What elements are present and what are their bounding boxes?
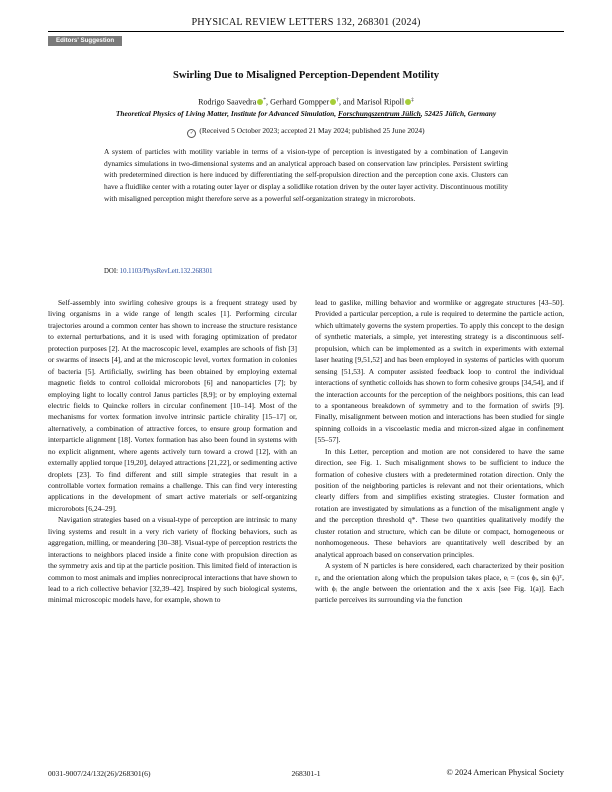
author-name[interactable]: Rodrigo Saavedra xyxy=(198,97,257,107)
abstract: A system of particles with motility variable in terms of a vision-type of perception is investigated by a combination of Langevin dynamics simulations in two-dimensional systems and an analytical approach based on conservation law principles. Persistent swirling with predetermined direction is here induced by differentiating the self-propulsion direction and the perception cone axis. Clusters can have a fluidlike center with a rotating outer layer or display a solidlike rotation driven by the outer layer activity. Discontinuous motility with misaligned perception might therefore serve as a powerful self-organization strategy in microrobots. xyxy=(104,147,508,203)
body-column-left xyxy=(48,297,297,606)
footnote-mark: † xyxy=(336,97,339,103)
body-paragraph: Navigation strategies based on a visual-type of perception are intrinsic to many living systems and result in a very rich variety of flocking behaviors, such as aggregation, milling, or meandering [30–38]. Visual-type of perception restricts the interactions to neighbors placed inside a finite cone with propulsion direction as the symmetry axis and tip at the particle position. This limited field of interaction is common to most animals and implies nonreciprocal interactions that have shown to lead to a rich collective behavior [32,39–42]. Inspired by such biological systems, minimal microscopic models have, for example, shown to xyxy=(48,515,297,605)
author-list xyxy=(48,97,564,107)
footnote-mark: * xyxy=(263,97,267,103)
author-name[interactable]: Marisol Ripoll xyxy=(356,97,405,107)
received-dates xyxy=(48,126,564,138)
doi-label: DOI: xyxy=(104,268,120,275)
author-name[interactable]: Gerhard Gompper xyxy=(270,97,330,107)
author-separator: , xyxy=(266,97,271,107)
body-paragraph: lead to gaslike, milling behavior and wormlike or aggregate structures [43–50]. Provided a particular perception, a rule is required to determine the particle action, which ultimately governs the system properties. To apply this concept to the design of synthetic materials, a simple, yet interesting strategy is a discontinuous self-propulsion, which can be implemented as a switch in experiments with external laser heating [9,51,52] and has been employed in systems of particles with quorum sensing [51,53]. A computer assisted feedback loop to control the individual interactions of synthetic colloids has shown to form cohesive groups [34,54], and if the interaction accounts for the perception of the neighbors positions, this can lead to a spontaneous breakdown of symmetry and to the formation of swirls [9]. Finally, misalignment between motion and interactions has been studied for single spinning colloids in a viscoelastic media and micron-sized algae in confinement [55–57]. xyxy=(315,298,564,445)
footnote-mark: ‡ xyxy=(411,97,414,103)
affiliation-text: Theoretical Physics of Living Matter, Institute for Advanced Simulation, xyxy=(115,109,338,118)
author-separator: , and xyxy=(338,97,357,107)
affiliation-link[interactable]: Forschungszentrum Jülich xyxy=(337,109,421,118)
affiliation-text: , 52425 Jülich, Germany xyxy=(420,109,497,118)
check-for-updates-icon[interactable]: ✓ xyxy=(187,129,196,138)
editors-suggestion-badge: Editors' Suggestion xyxy=(48,36,122,46)
doi-link[interactable]: 10.1103/PhysRevLett.132.268301 xyxy=(119,268,213,275)
body-paragraph: Self-assembly into swirling cohesive groups is a frequent strategy used by living organisms in a wide range of length scales [1]. Performing circular trajectories around a common center has shown to increase the structure resistance to external perturbations, and it is used with foraging optimization of predator protection purposes [2]. At the macroscopic level, examples are schools of fish [3] or swarms of insects [4], and at the microscopic level, vortex formation in colonies of bacteria [5]. Artificially, swirling has been obtained by employing external magnetic fields to control colloidal microrobots [6] and nanoparticles [7]; by employing light to locally control Janus particles [8,9]; or by employing external electric fields to Quincke rollers in circular confinement [10–14]. Most of the mechanisms for vortex formation involve intrinsic particle chirality [15–17] or, alternatively, a combination of attractive forces, to ensure group formation and interparticle alignment [18]. Vortex formation has also been found in systems with no explicit alignment, where agents actively turn toward a crowd [12], with an externally applied torque [19,20], delayed attractions [21,22], or sedimenting active droplets [23]. To find different and still simple strategies that result in a controllable vortex formation remains a challenge. This can find very interesting applications in the development of smart active materials or self-organizing microrobots [6,24–29]. xyxy=(48,298,297,513)
copyright: © 2024 American Physical Society xyxy=(446,768,564,777)
body-paragraph: A system of N particles is here considered, each characterized by their position rᵢ, and the orientation along which the propulsion takes place, eᵢ = (cos ϕᵢ, sin ϕᵢ)ᵀ, with ϕᵢ the angle between the orientation and the x axis [see Fig. 1(a)]. Each particle perceives its surrounding via the function xyxy=(315,561,564,605)
body-column-right xyxy=(315,297,564,606)
doi-line xyxy=(104,268,508,275)
paper-title: Swirling Due to Misaligned Perception-Dependent Motility xyxy=(172,70,440,81)
journal-header: PHYSICAL REVIEW LETTERS 132, 268301 (2024) xyxy=(191,17,421,28)
affiliation xyxy=(48,109,564,118)
body-paragraph: In this Letter, perception and motion are not considered to have the same direction, see Fig. 1. Such misalignment shows to be sufficient to induce the formation of cohesive clusters with a predetermined rotation direction. Only the position of the neighboring particles is relevant and not their orientations, which clearly differs from and simplifies existing strategies. Cluster formation and rotation are investigated by simulations as a function of the misalignment angle γ and the perception threshold q*. These two quantities qualitatively modify the cluster rotation and structure, which can be dilute or compact, homogeneous or nonhomogeneous. These behaviors are quantitatively well described by an analytical approach based on conservation principles. xyxy=(315,446,564,559)
footer-code: 0031-9007/24/132(26)/268301(6) xyxy=(48,769,151,778)
received-text: (Received 5 October 2023; accepted 21 May 2024; published 25 June 2024) xyxy=(199,126,425,135)
header-rule xyxy=(48,31,564,32)
page-number: 268301-1 xyxy=(291,769,321,778)
